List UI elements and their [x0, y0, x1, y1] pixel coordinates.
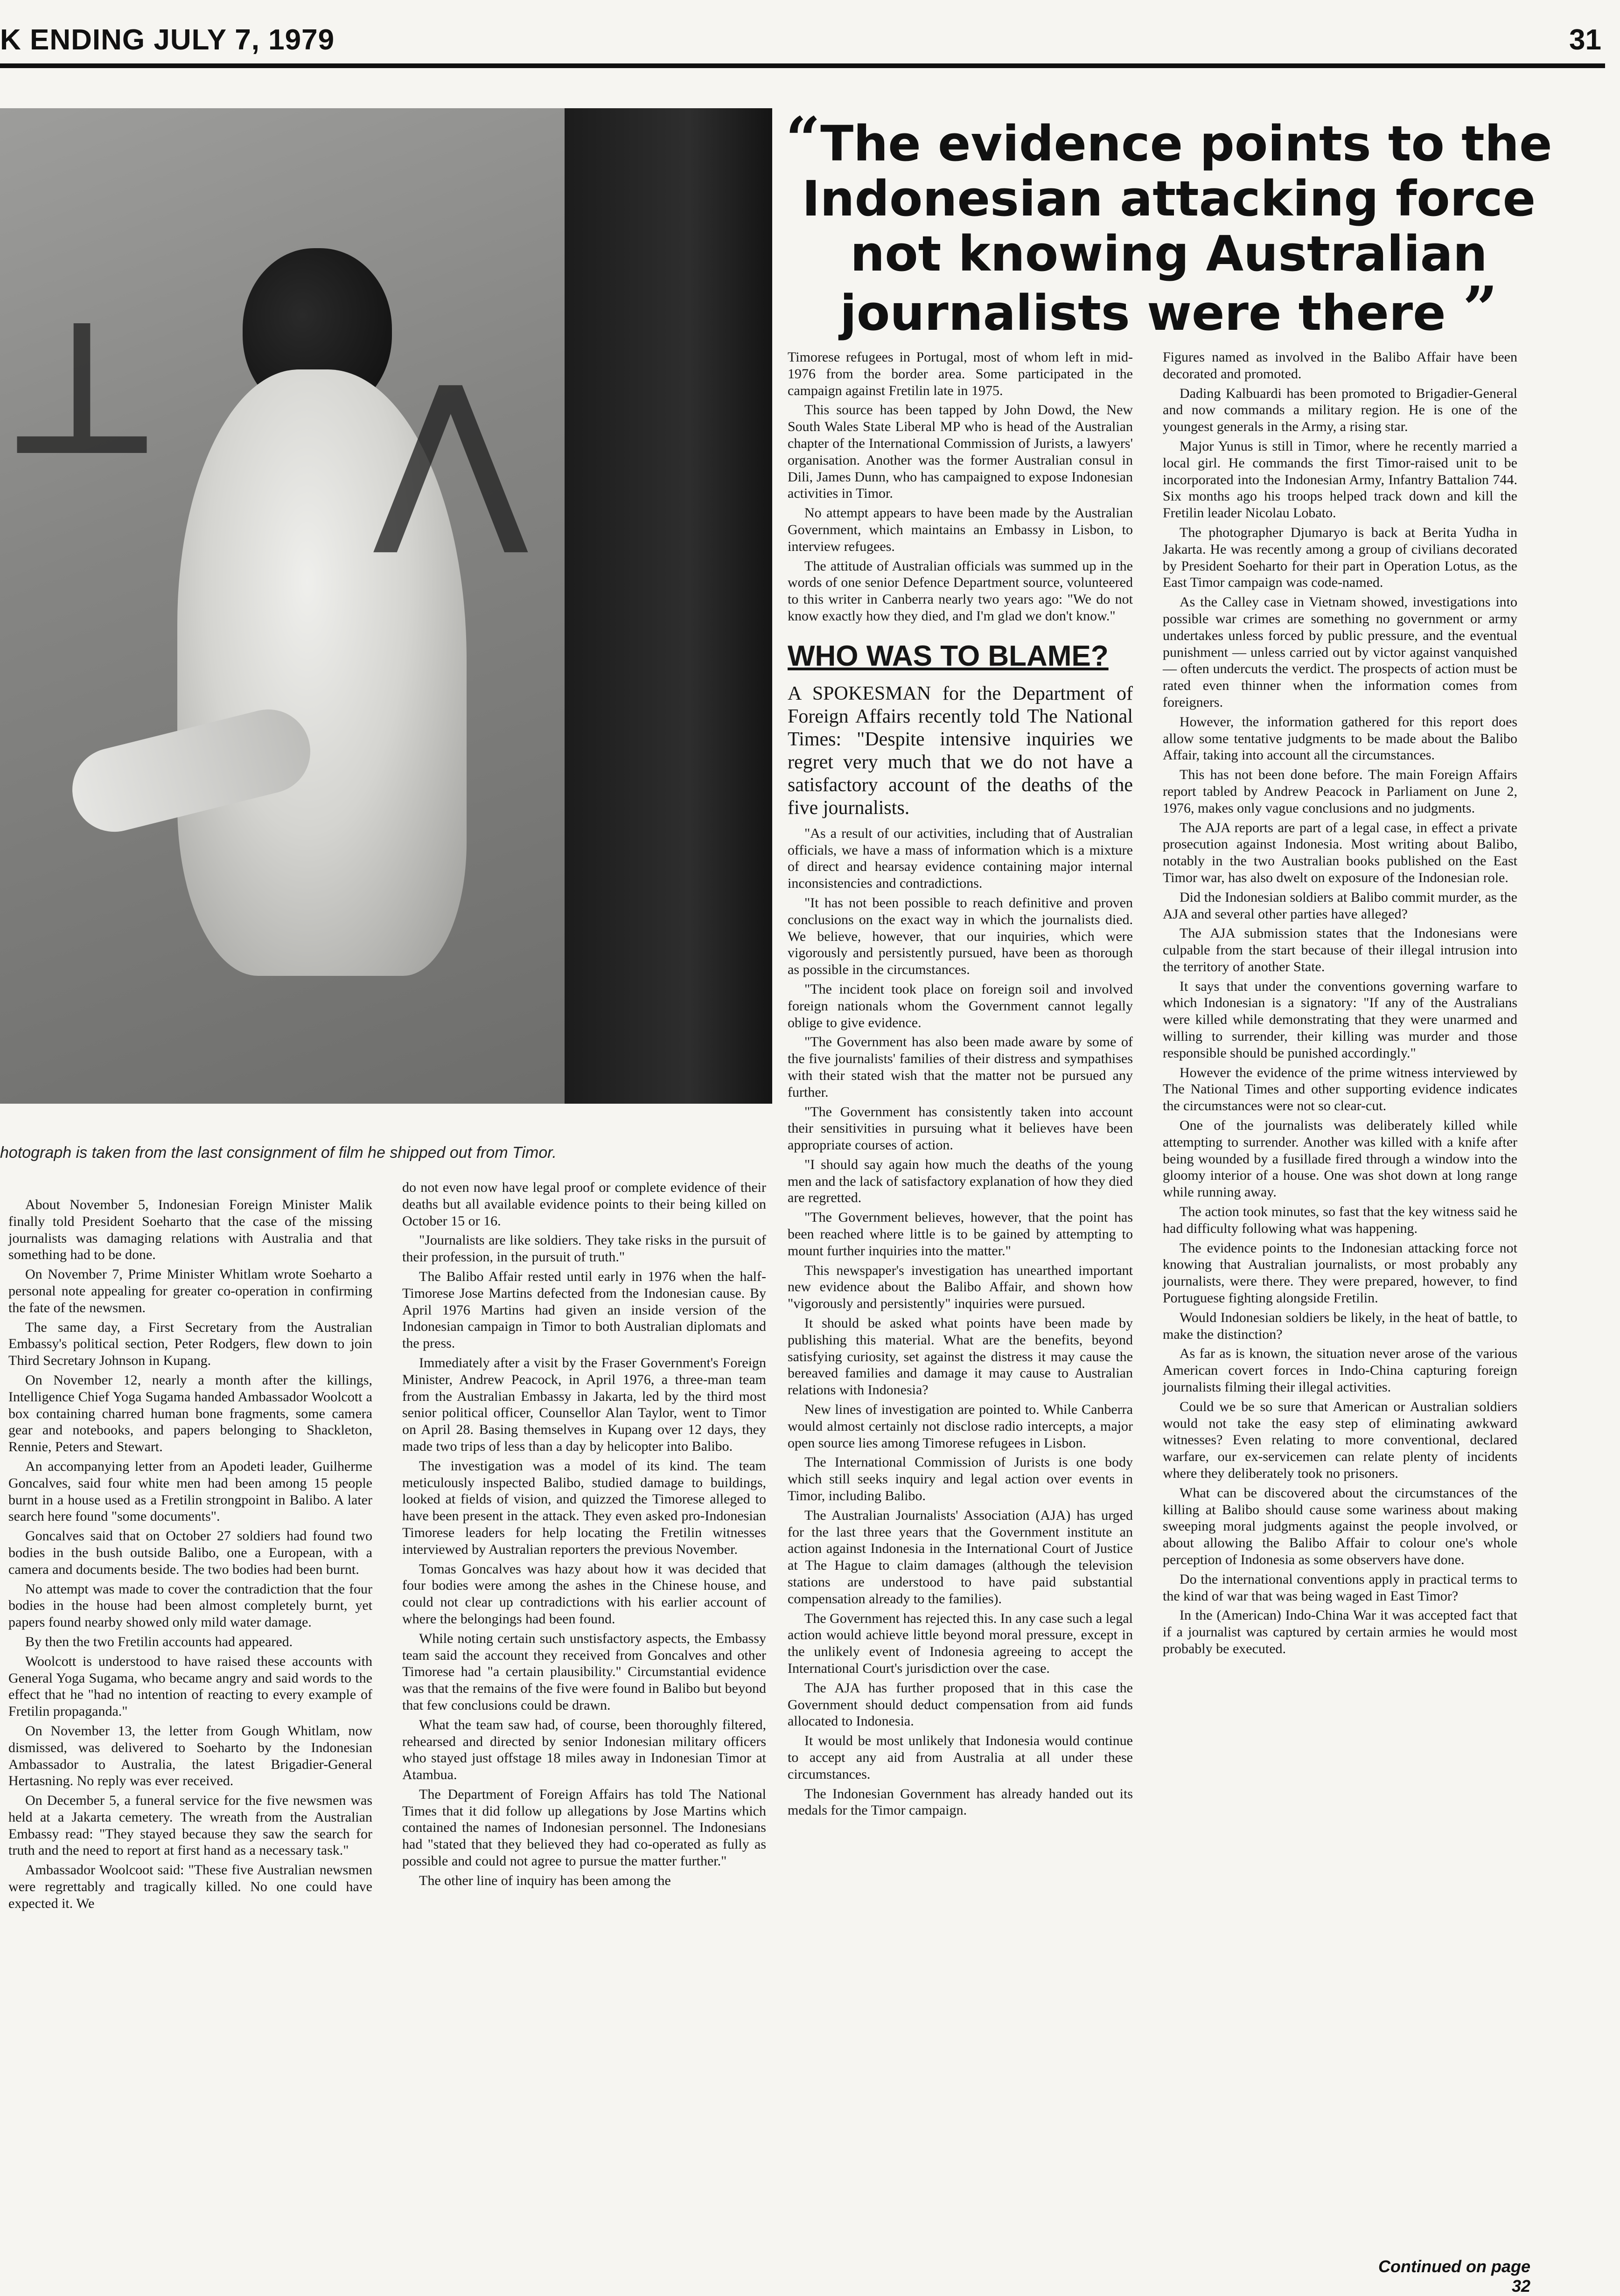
- paragraph: Woolcott is understood to have raised these accounts with General Yoga Sugama, who became angry and said words to the effect that he "had no intention of reacting to every example of Fretilin propaganda.": [8, 1653, 372, 1719]
- paragraph: Would Indonesian soldiers be likely, in the heat of battle, to make the distinction?: [1163, 1309, 1517, 1342]
- paragraph: The Australian Journalists' Association (AJA) has urged for the last three years that the Government institute an action against Indonesia in the International Court of Justice at The Hague to claim damages (although the television stations are understood to have paid substantial compensation already to the families).: [788, 1507, 1133, 1607]
- paragraph: "Journalists are like soldiers. They take risks in the pursuit of their profession, in the pursuit of truth.": [402, 1232, 766, 1265]
- paragraph: The Department of Foreign Affairs has told The National Times that it did follow up allegations by Jose Martins which contained the names of Indonesian personnel. The Indonesians had "stated that they believed they had co-operated as fully as possible and could not agree to pursue the matter further.": [402, 1786, 766, 1869]
- paragraph: About November 5, Indonesian Foreign Minister Malik finally told President Soeharto that the case of the missing journalists was damaging relations with Australia and that something had to be done.: [8, 1197, 372, 1263]
- paragraph: "The Government believes, however, that the point has been reached where little is to be gained by attempting to mount further inquiries into the matter.": [788, 1210, 1133, 1259]
- paragraph: This newspaper's investigation has unearthed important new evidence about the Balibo Affair, and shown how "vigorously and persistently" inquiries were pursued.: [788, 1262, 1133, 1312]
- paragraph: "I should say again how much the deaths of the young men and the lack of satisfactory explanation of how they died are regretted.: [788, 1156, 1133, 1206]
- paragraph: On November 12, nearly a month after the killings, Intelligence Chief Yoga Sugama handed Ambassador Woolcott a box containing charred human bone fragments, some camera gear and notebooks, and papers belonging to Shackleton, Rennie, Peters and Stewart.: [8, 1372, 372, 1455]
- paragraph: The action took minutes, so fast that the key witness said he had difficulty following what was happening.: [1163, 1204, 1517, 1236]
- article-column-3: [788, 349, 1133, 2285]
- paragraph: On November 13, the letter from Gough Whitlam, now dismissed, was delivered to Soeharto by the Indonesian Ambassador to Australia, the latest Brigadier-General Hertasning. No reply was ever received.: [8, 1723, 372, 1789]
- pull-quote-text: The evidence points to the Indonesian attacking force not knowing Australian journalists were there: [802, 115, 1552, 341]
- section-subhead: WHO WAS TO BLAME?: [788, 640, 1109, 672]
- paragraph: The investigation was a model of its kind. The team meticulously inspected Balibo, studied damage to buildings, looked at fields of vision, and quizzed the Timorese alleged to have been present in the attack. They even asked pro-Indonesian Timorese leaders for help locating the Fretilin witnesses interviewed by Australian reporters the previous November.: [402, 1458, 766, 1557]
- paragraph: Timorese refugees in Portugal, most of whom left in mid-1976 from the border area. Some participated in the campaign against Fretilin late in 1975.: [788, 349, 1133, 398]
- paragraph: The evidence points to the Indonesian attacking force not knowing that Australian journalists, or most probably any journalists, were there. They were prepared, however, to find Portuguese fighting alongside Fretilin.: [1163, 1240, 1517, 1306]
- paragraph: While noting certain such unstisfactory aspects, the Embassy team said the account they received from Goncalves and other Timorese had "a certain plausibility." Circumstantial evidence was that the remains of the five were found in Balibo but beyond that few conclusions could be drawn.: [402, 1630, 766, 1713]
- header-rule: [0, 63, 1605, 68]
- paragraph: On November 7, Prime Minister Whitlam wrote Soeharto a personal note appealing for greater co-operation in confirming the fate of the newsmen.: [8, 1266, 372, 1315]
- paragraph: The AJA reports are part of a legal case, in effect a private prosecution against Indonesia. Most writing about Balibo, notably in the two Australian books published on the East Timor war, has also dwelt on exposure of the Indonesian role.: [1163, 820, 1517, 885]
- photo-wall-graffiti: ⊥: [5, 290, 160, 488]
- paragraph: The attitude of Australian officials was summed up in the words of one senior Defence Department source, volunteered to this writer in Canberra nearly two years ago: "We do not know exactly how they died, and I'm glad we don't know.": [788, 558, 1133, 624]
- paragraph: "The Government has also been made aware by some of the five journalists' families of their distress and sympathises with their stated wish that the matter not be pursued any further.: [788, 1034, 1133, 1100]
- paragraph: The Indonesian Government has already handed out its medals for the Timor campaign.: [788, 1786, 1133, 1818]
- paragraph: New lines of investigation are pointed to. While Canberra would almost certainly not disclose radio intercepts, a major open source lies among Timorese refugees in Lisbon.: [788, 1402, 1133, 1451]
- paragraph: By then the two Fretilin accounts had appeared.: [25, 1634, 293, 1649]
- paragraph: The Government has rejected this. In any case such a legal action would achieve little beyond moral pressure, except in the unlikely event of Indonesia agreeing to accept the International Court's jurisdiction over the case.: [788, 1610, 1133, 1676]
- paragraph: "It has not been possible to reach definitive and proven conclusions on the exact way in which the journalists died. We believe, however, that our inquiries, which were vigorously and persistently pursued, have been as thorough as possible in the circumstances.: [788, 895, 1133, 978]
- close-quote-mark: ”: [1462, 273, 1498, 344]
- paragraph: The other line of inquiry has been among the: [419, 1872, 671, 1888]
- paragraph: Dading Kalbuardi has been promoted to Brigadier-General and now commands a military region. He is one of the youngest generals in the Army, a rising star.: [1163, 385, 1517, 435]
- paragraph: The AJA has further proposed that in this case the Government should deduct compensation from aid funds allocated to Indonesia.: [788, 1680, 1133, 1729]
- article-column-1: [8, 1197, 372, 2279]
- paragraph: No attempt appears to have been made by the Australian Government, which maintains an Embassy in Lisbon, to interview refugees.: [788, 505, 1133, 554]
- paragraph: Major Yunus is still in Timor, where he recently married a local girl. He commands the first Timor-raised unit to be incorporated into the Indonesian Army, Infantry Battalion 744. Six months ago his troops helped track down and kill the Fretilin leader Nicolau Lobato.: [1163, 438, 1517, 521]
- paragraph: In the (American) Indo-China War it was accepted fact that if a journalist was captured by certain armies he would most probably be executed.: [1163, 1607, 1517, 1656]
- paragraph: An accompanying letter from an Apodeti leader, Guilherme Goncalves, said four white men had been among 15 people burnt in a house used as a Fretilin strongpoint in Balibo. A later search here found "some documents".: [8, 1458, 372, 1524]
- running-head: K ENDING JULY 7, 1979: [0, 24, 335, 56]
- paragraph: "The Government has consistently taken into account their sensitivities in pursuing what it believes have been appropriate courses of action.: [788, 1104, 1133, 1153]
- page-header: [0, 19, 1620, 63]
- paragraph: What can be discovered about the circumstances of the killing at Balibo should cause some wariness about making sweeping moral judgments against the people involved, or about allowing the Balibo Affair to colour one's whole perception of Indonesia as some observers have done.: [1163, 1485, 1517, 1567]
- article-photo: [0, 108, 772, 1104]
- article-column-4: [1163, 349, 1517, 2285]
- paragraph: "The incident took place on foreign soil and involved foreign nationals whom the Government cannot legally oblige to give evidence.: [788, 981, 1133, 1030]
- lede-paragraph: A SPOKESMAN for the Department of Foreign Affairs recently told The National Times: "Despite intensive inquiries we regret very much that we do not have a satisfactory account of the deaths of the five journalists.: [788, 682, 1133, 819]
- paragraph: What the team saw had, of course, been thoroughly filtered, rehearsed and directed by senior Indonesian military officers who stayed just offstage 18 miles away in Indonesian Timor at Atambua.: [402, 1717, 766, 1783]
- photo-caption: hotograph is taken from the last consignment of film he shipped out from Timor.: [0, 1144, 557, 1162]
- paragraph: It should be asked what points have been made by publishing this material. What are the benefits, beyond satisfying curiosity, set against the distress it may cause the bereaved families and damage it may cause to Australian relations with Indonesia?: [788, 1315, 1133, 1398]
- paragraph: Immediately after a visit by the Fraser Government's Foreign Minister, Andrew Peacock, in April 1976, a three-man team from the Australian Embassy in Jakarta, led by the third most senior political officer, Counsellor Alan Taylor, went to Timor on April 28. Basing themselves in Kupang over 12 days, they made two trips of less than a day by helicopter into Balibo.: [402, 1355, 766, 1454]
- paragraph: No attempt was made to cover the contradiction that the four bodies in the house had been almost completely burnt, yet papers found nearby showed only mild water damage.: [8, 1581, 372, 1630]
- paragraph: This source has been tapped by John Dowd, the New South Wales State Liberal MP who is head of the Australian chapter of the International Commission of Jurists, a lawyers' organisation. Another was the former Australian consul in Dili, James Dunn, who has campaigned to expose Indonesian activities in Timor.: [788, 402, 1133, 501]
- paragraph: Do the international conventions apply in practical terms to the kind of war that was being waged in East Timor?: [1163, 1571, 1517, 1604]
- photo-wall-graffiti: ⋀: [378, 355, 524, 553]
- article-column-2: [402, 1179, 766, 2280]
- open-quote-mark: “: [785, 104, 821, 175]
- paragraph: However, the information gathered for this report does allow some tentative judgments to be made about the Balibo Affair, taking into account all the circumstances.: [1163, 714, 1517, 763]
- paragraph: The photographer Djumaryo is back at Berita Yudha in Jakarta. He was recently among a group of civilians decorated by President Soeharto for their part in Operation Lotus, as the East Timor campaign was code-named.: [1163, 524, 1517, 591]
- page-number: 31: [1569, 24, 1601, 56]
- paragraph: Figures named as involved in the Balibo Affair have been decorated and promoted.: [1163, 349, 1517, 382]
- paragraph: Did the Indonesian soldiers at Balibo commit murder, as the AJA and several other parties have alleged?: [1163, 889, 1517, 922]
- paragraph: It says that under the conventions governing warfare to which Indonesian is a signatory: "If any of the Australians were killed while demonstrating that they were unarmed and willing to surrender, their killing was murder and those responsible should be punished accordingly.": [1163, 978, 1517, 1061]
- paragraph: On December 5, a funeral service for the five newsmen was held at a Jakarta cemetery. The wreath from the Australian Embassy read: "They stayed because they saw the search for truth and the need to report at first hand as a necessary task.": [8, 1793, 372, 1858]
- paragraph: The same day, a First Secretary from the Australian Embassy's political section, Peter Rodgers, flew down to join Third Secretary Johnson in Kupang.: [8, 1319, 372, 1369]
- paragraph: "As a result of our activities, including that of Australian officials, we have a mass of information which is a mixture of direct and hearsay evidence containing major internal inconsistencies and contradictions.: [788, 825, 1133, 891]
- paragraph: As the Calley case in Vietnam showed, investigations into possible war crimes are something no government or army undertakes unless forced by public pressure, and the eventual punishment — unless carried out by victor against vanquished — often undercuts the verdict. The prospects of action must be rated even thinner when the information comes from foreigners.: [1163, 594, 1517, 710]
- paragraph: Tomas Goncalves was hazy about how it was decided that four bodies were among the ashes in the Chinese house, and could not clear up contradictions with his earlier account of where the belongings had been found.: [402, 1561, 766, 1627]
- paragraph: The International Commission of Jurists is one body which still seeks inquiry and legal action over events in Timor, including Balibo.: [788, 1454, 1133, 1504]
- paragraph: This has not been done before. The main Foreign Affairs report tabled by Andrew Peacock in Parliament on June 2, 1976, makes only vague conclusions and no judgments.: [1163, 767, 1517, 816]
- paragraph: Could we be so sure that American or Australian soldiers would not take the easy step of eliminating awkward witnesses? Even relating to more conventional, declared warfare, our ex-servicemen can relate plenty of incidents where they deliberately took no prisoners.: [1163, 1398, 1517, 1481]
- paragraph: As far as is known, the situation never arose of the various American covert forces in Indo-China capturing foreign journalists filming their illegal activities.: [1163, 1346, 1517, 1395]
- paragraph: The AJA submission states that the Indonesians were culpable from the start because of their illegal intrusion into the territory of another State.: [1163, 925, 1517, 974]
- paragraph: The Balibo Affair rested until early in 1976 when the half-Timorese Jose Martins defected from the Indonesian cause. By April 1976 Martins had given an inside version of the Indonesian campaign in Timor to both Australian diplomats and the press.: [402, 1268, 766, 1351]
- paragraph: Goncalves said that on October 27 soldiers had found two bodies in the bush outside Balibo, one a European, with a camera and documents beside. The two bodies had been burnt.: [8, 1528, 372, 1577]
- paragraph: Ambassador Woolcoot said: "These five Australian newsmen were regrettably and tragically killed. No one could have expected it. We: [8, 1862, 372, 1911]
- paragraph: One of the journalists was deliberately killed while attempting to surrender. Another was killed with a knife after being wounded by a fusillade fired through a window into the gloomy interior of a house. One was shot down at long range while running away.: [1163, 1118, 1517, 1200]
- continued-on-link[interactable]: Continued on page 32: [1378, 2257, 1530, 2296]
- pull-quote-headline: [784, 104, 1554, 344]
- photo-doorway: [565, 108, 772, 1104]
- paragraph: However the evidence of the prime witness interviewed by The National Times and other supporting evidence indicates the circumstances were not so clear-cut.: [1163, 1065, 1517, 1114]
- paragraph: do not even now have legal proof or complete evidence of their deaths but all available evidence points to their being killed on October 15 or 16.: [402, 1180, 766, 1229]
- paragraph: It would be most unlikely that Indonesia would continue to accept any aid from Australia at all under these circumstances.: [788, 1733, 1133, 1782]
